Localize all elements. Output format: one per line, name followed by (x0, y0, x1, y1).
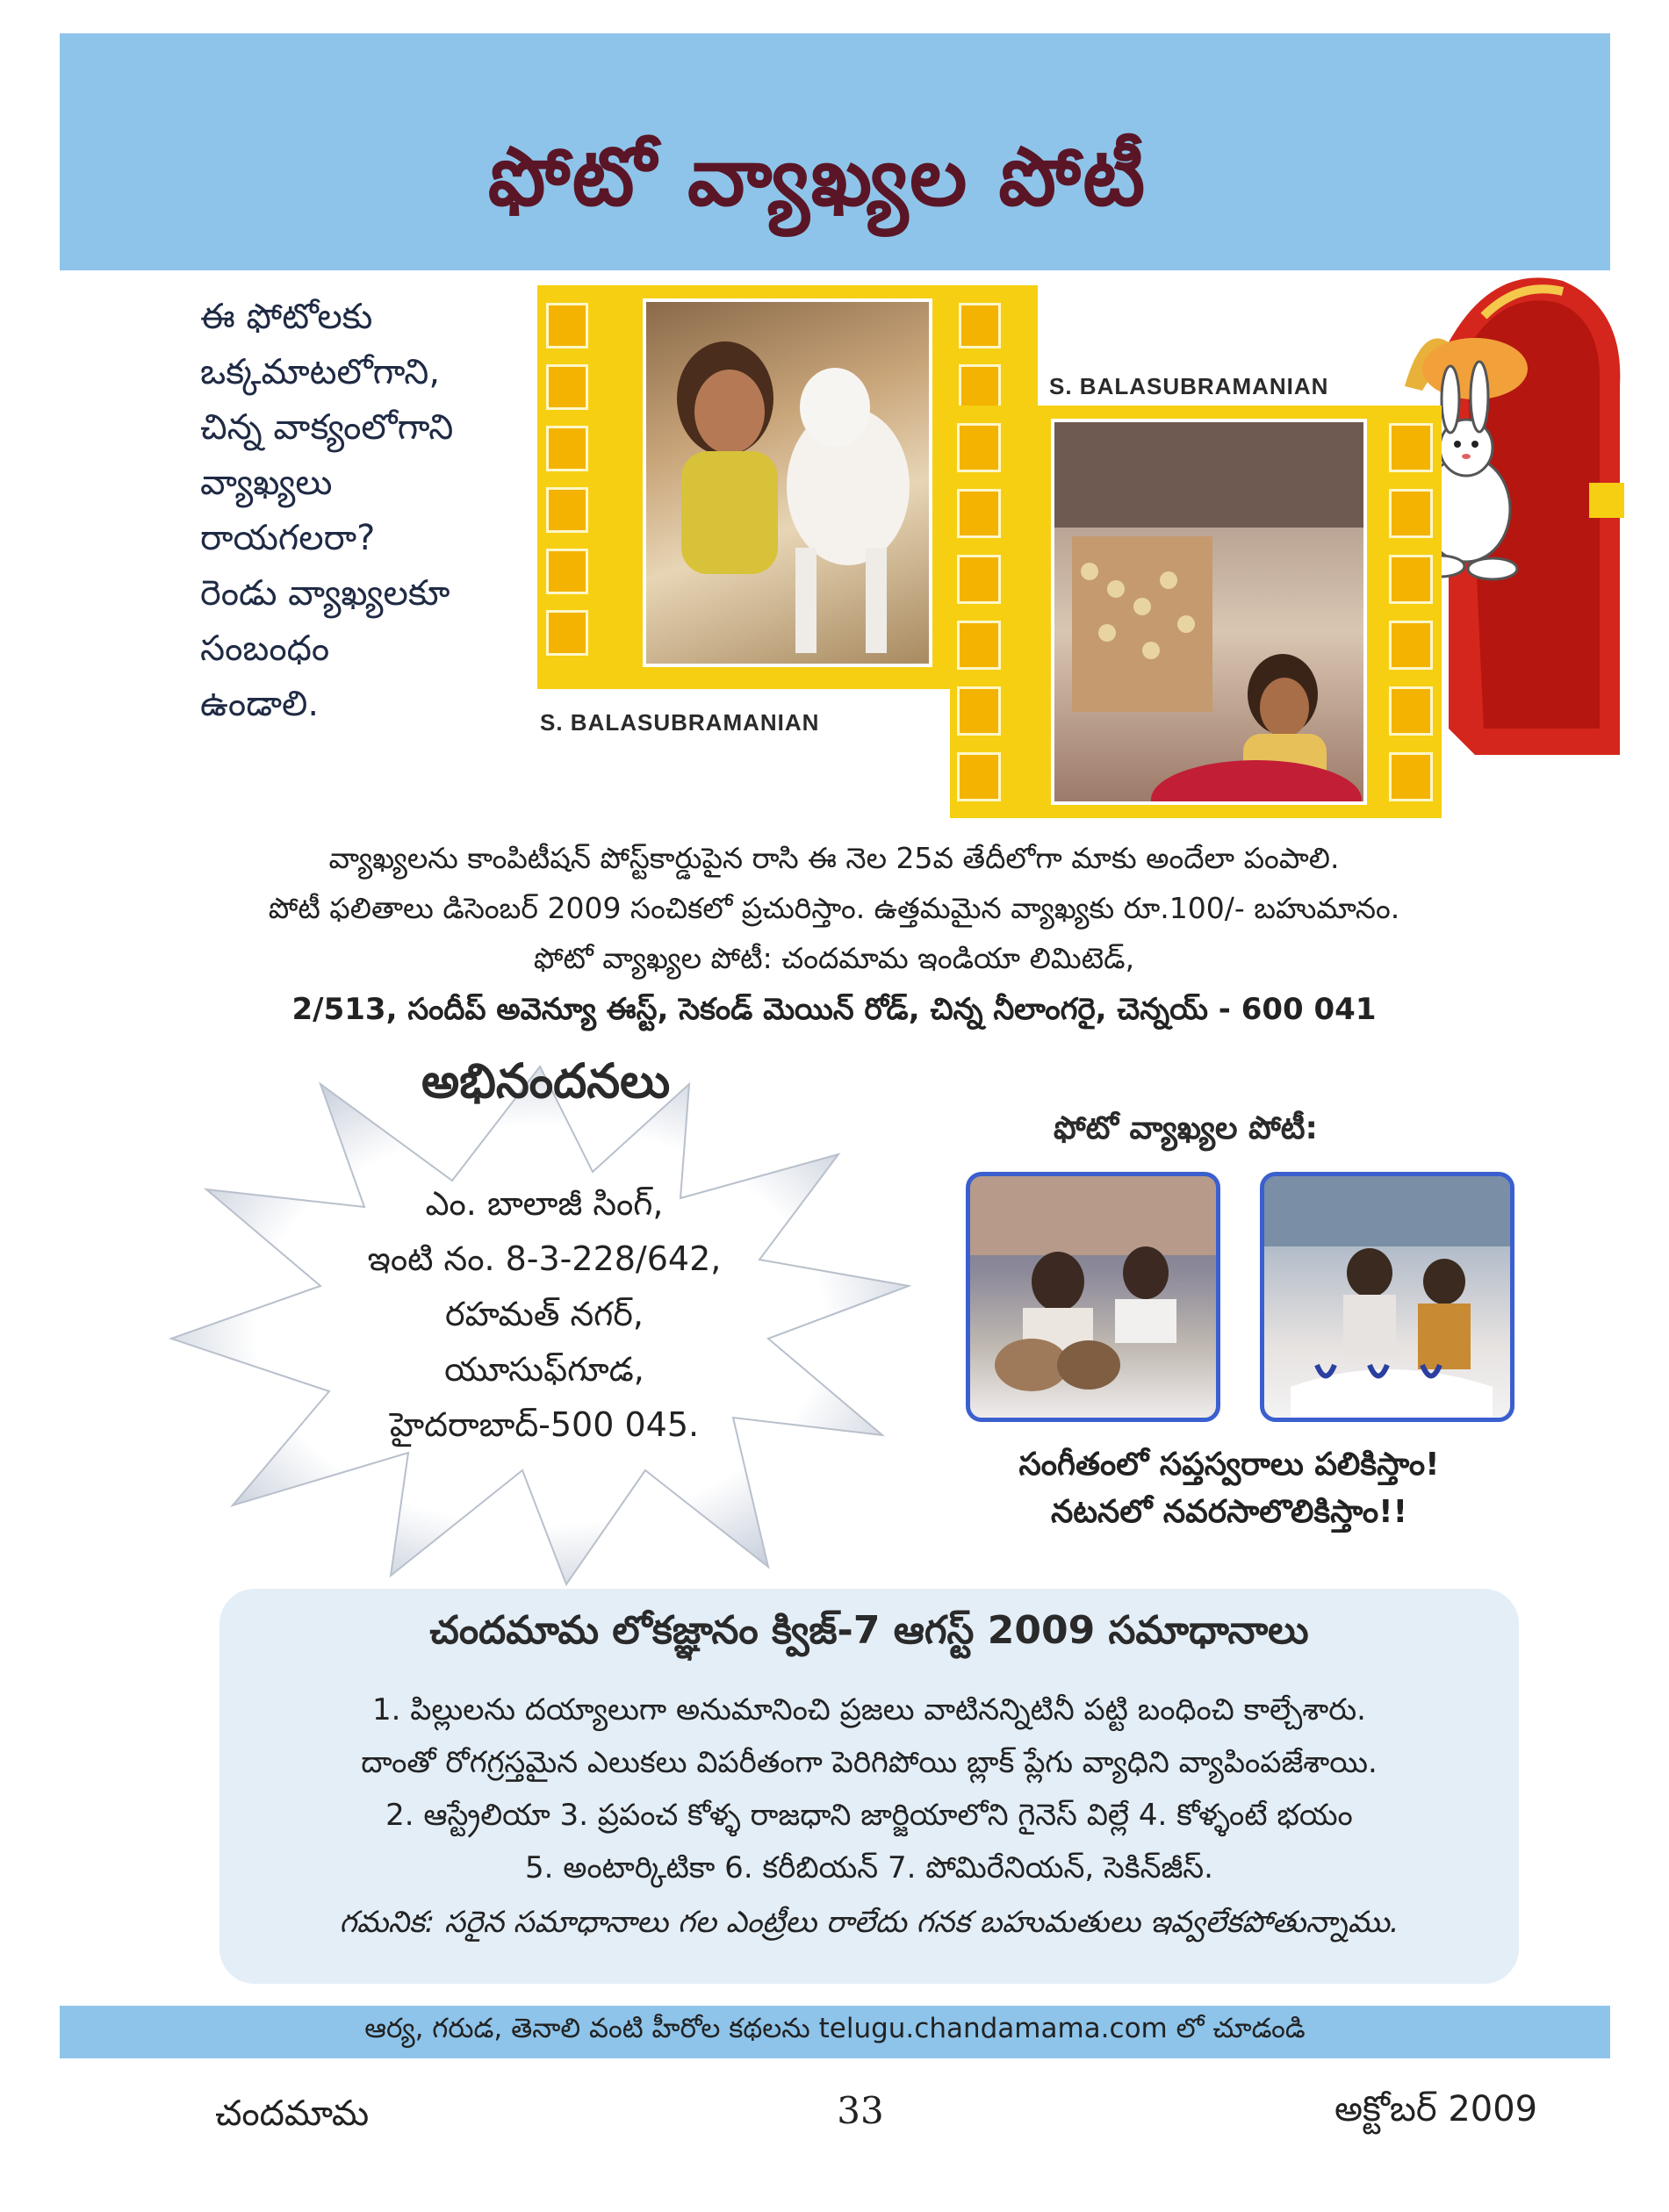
quiz-note: గమనిక: సరైన సమాధానాలు గల ఎంట్రీలు రాలేదు గనక బహుమతులు ఇవ్వలేకపోతున్నాము. (339, 1905, 1399, 1940)
photo-credit-left: S. BALASUBRAMANIAN (540, 709, 820, 736)
photo-girl-with-dolls (1051, 419, 1367, 805)
film-strip-right (950, 406, 1442, 818)
intro-line: వ్యాఖ్యలు (200, 463, 333, 503)
photo-girl-with-dog (643, 298, 932, 667)
prev-photo-music (966, 1172, 1220, 1422)
quiz-title: చందమామ లోకజ్ఞానం క్విజ్-7 ఆగస్ట్ 2009 సమాధానాలు (429, 1608, 1309, 1653)
page-number: 33 (837, 2089, 884, 2132)
folio-magazine-name: చందమామ (215, 2094, 370, 2134)
intro-line: సంబంధం (200, 628, 330, 669)
folio-issue-date: అక్టోబర్ 2009 (1334, 2089, 1538, 2129)
quiz-answer-line: 5. అంటార్కిటికా 6. కరీబియన్ 7. పోమిరేనియన్, సెకిన్‌జీస్. (525, 1850, 1213, 1885)
winner-line: ఇంటి నం. 8-3-228/642, (367, 1239, 722, 1278)
instruction-line: పోటీ ఫలితాలు డిసెంబర్ 2009 సంచికలో ప్రచురిస్తాం. ఉత్తమమైన వ్యాఖ్యకు రూ.100/- బహుమానం. (268, 891, 1400, 925)
intro-line: ఈ ఫోటోలకు (200, 297, 373, 337)
page-title: ఫోటో వ్యాఖ్యల పోటీ (487, 130, 1147, 224)
header-banner (60, 33, 1610, 270)
congrats-title: అభినందనలు (421, 1053, 671, 1109)
winner-line: రహమత్ నగర్, (445, 1295, 644, 1333)
intro-line: రెండు వ్యాఖ్యలకూ (200, 573, 450, 614)
winner-line: హైదరాబాద్-500 045. (389, 1405, 700, 1444)
intro-text (200, 290, 534, 732)
intro-line: ఉండాలి. (200, 684, 320, 724)
quiz-answer-line: దాంతో రోగగ్రస్తమైన ఎలుకలు విపరీతంగా పెరిగిపోయి బ్లాక్ ప్లేగు వ్యాధిని వ్యాపింపజేశాయి. (361, 1745, 1378, 1780)
prev-contest-title: ఫోటో వ్యాఖ్యల పోటీ: (1054, 1110, 1318, 1146)
quiz-answer-line: 1. పిల్లులను దయ్యాలుగా అనుమానించి ప్రజలు వాటినన్నిటినీ పట్టి బంధించి కాల్చేశారు. (372, 1692, 1366, 1727)
winner-line: యూసుఫ్‌గూడ, (444, 1350, 644, 1389)
footer-promo: ఆర్య, గరుడ, తెనాలి వంటి హీరోల కథలను telugu.chandamama.com లో చూడండి (364, 2013, 1306, 2044)
instruction-line: వ్యాఖ్యలను కాంపిటీషన్ పోస్ట్‌కార్డుపైన రాసి ఈ నెల 25వ తేదీలోగా మాకు అందేలా పంపాలి. (328, 841, 1340, 875)
prev-photo-acting (1260, 1172, 1514, 1422)
intro-line: ఒక్కమాటలోగాని, (200, 352, 441, 392)
intro-line: రాయగలరా? (200, 518, 376, 558)
winner-address (255, 1176, 834, 1453)
intro-line: చిన్న వాక్యంలోగాని (200, 407, 454, 448)
quiz-answer-line: 2. ఆస్ట్రేలియా 3. ప్రపంచ కోళ్ళ రాజధాని జార్జియాలోని గైనెస్ విల్లే 4. కోళ్ళంటే భయం (385, 1798, 1353, 1833)
instruction-line: ఫోటో వ్యాఖ్యల పోటీ: చందమామ ఇండియా లిమిటెడ్, (533, 941, 1135, 975)
photo-credit-right: S. BALASUBRAMANIAN (1049, 373, 1329, 399)
prev-caption-line: నటనలో నవరసాలొలికిస్తాం!! (1050, 1494, 1408, 1530)
prev-caption-line: సంగీతంలో సప్తస్వరాలు పలికిస్తాం! (1018, 1447, 1440, 1483)
address-line: 2/513, సందీప్ అవెన్యూ ఈస్ట్, సెకండ్ మెయిన్ రోడ్, చిన్న నీలాంగరై, చెన్నయ్ - 600 041 (291, 992, 1377, 1027)
winner-line: ఎం. బాలాజీ సింగ్, (425, 1184, 664, 1223)
